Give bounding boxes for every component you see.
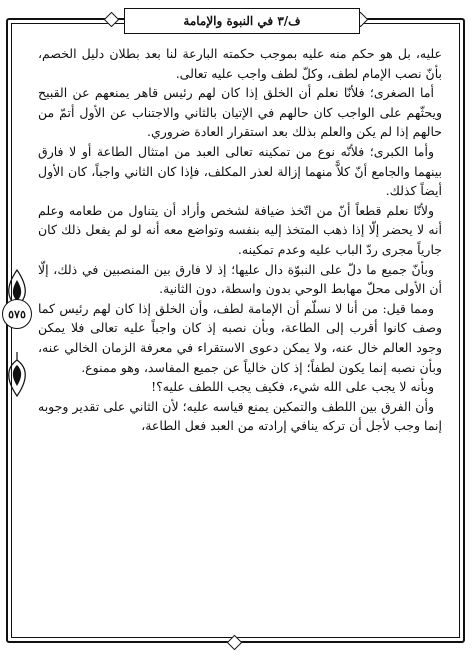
page-number-medallion <box>2 299 32 329</box>
paragraph-1: عليه، بل هو حكم منه عليه بموجب حكمته البارعة لنا بعد بطلان دليل الخصم، بأنّ نصب الإمام لطف، وكلّ لطف واجب عليه تعالى. <box>38 46 442 81</box>
body-text <box>38 44 442 629</box>
paragraph-3: وأما الكبرى؛ فلأنّه نوع من تمكينه تعالى العبد من امتثال الطاعة أو لا فارق بينهما والجامع أنّ كلاًّ منهما إزالة لعذر المكلف، فإذا كان الثاني واجباً، كان الأول أيضاً كذلك. <box>38 143 442 199</box>
paragraph-8: وأن الفرق بين اللطف والتمكين يمنع قياسه عليه؛ لأن الثاني على تقدير وجوبه إنما وجب لأجل أن تركه ينافي إرادته من العبد فعل الطاعة، <box>38 398 442 434</box>
page-number: ٥٧٥ <box>8 307 26 321</box>
paragraph-7: وبأنه لا يجب على الله شيء، فكيف يجب اللطف عليه؟! <box>151 379 434 395</box>
paragraph-4: ولأنّا نعلم قطعاً أنّ من اتّخذ ضيافة لشخص وأراد أن يتناول من طعامه وعلم أنه لا يحضر إلّا إذا ذهب المتخذ إليه بنفسه وتواضع معه أنه لو لم يفعل ذلك كان جارياً مجرى ردّ الباب عليه وعدم تمكينه. <box>38 202 442 257</box>
paragraph-6: ومما قيل: من أنا لا نسلّم أن الإمامة لطف، وأن الخلق إذا كان لهم رئيس كما وصف كانوا أقرب إلى الطاعة، وبأن نصبه إذ كان واجباً عليه تعالى فلا يمكن وجود العالم خال عنه، ولا يمكن دعوى الاستقراء في معرفة الزمان الخالي عنه، وبأن نصبه إنما يكون لطفاً؛ إذ كان خالياً عن جميع المفاسد، وهو ممنوع. <box>38 300 442 375</box>
paragraph-5: وبأنّ جميع ما دلّ على النبوّة دال عليها؛ إذ لا فارق بين المنصبين في ذلك، إلّا أن الأولى محلّ مهابط الوحي بدون واسطة، دون الثانية. <box>38 261 442 297</box>
side-floral-ornament <box>0 268 34 398</box>
paragraph-2: أما الصغرى؛ فلأنّا نعلم أن الخلق إذا كان لهم رئيس قاهر يمنعهم عن القبيح ويحثّهم على الواجب كان حالهم في الإتيان بالثاني والاجتناب عن الأول أتمّ من حالهم إذا لم يكن والعلم بذلك بعد استقرار العادة ضروري. <box>38 85 442 140</box>
header-title: ف/٣ في النبوة والإمامة <box>183 14 301 28</box>
running-header <box>124 8 360 34</box>
